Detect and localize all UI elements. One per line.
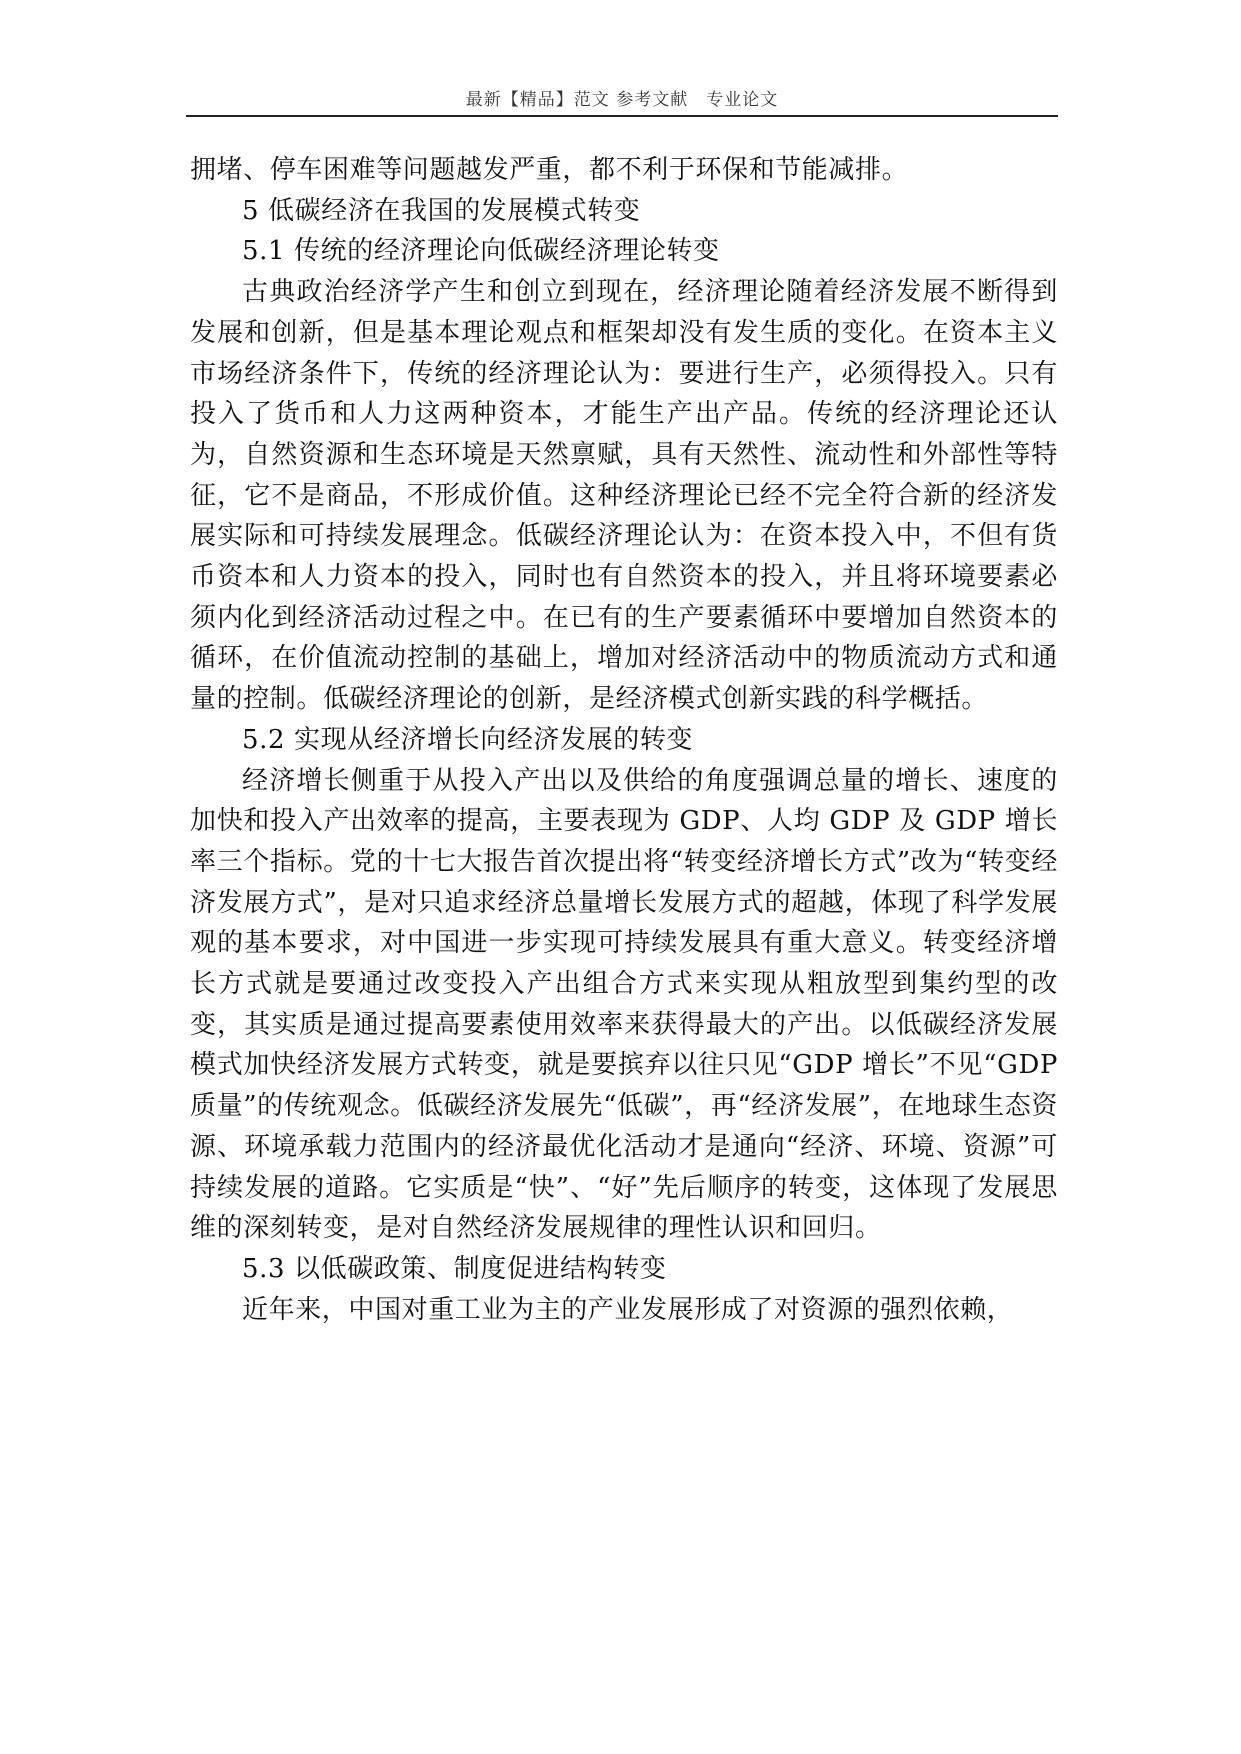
running-header: 最新【精品】范文 参考文献 专业论文 (465, 90, 779, 110)
header-divider (186, 115, 1058, 117)
subsection-heading-5-2: 5.2 实现从经济增长向经济发展的转变 (242, 724, 694, 755)
body-paragraph: 近年来，中国对重工业为主的产业发展形成了对资源的强烈依赖， (242, 1294, 1014, 1325)
body-paragraph: 古典政治经济学产生和创立到现在，经济理论随着经济发展不断得到发展和创新，但是基本理论观点和框架却没有发生质的变化。在资本主义市场经济条件下，传统的经济理论认为：要进行生产，必须得投入。只有投入了货币和人力这两种资本，才能生产出产品。传统的经济理论还认为，自然资源和生态环境是天然禀赋，具有天然性、流动性和外部性等特征，它不是商品，不形成价值。这种经济理论已经不完全符合新的经济发展实际和可持续发展理念。低碳经济理论认为：在资本投入中，不但有货币资本和人力资本的投入，同时也有自然资本的投入，并且将环境要素必须内化到经济活动过程之中。在已有的生产要素循环中要增加自然资本的循环，在价值流动控制的基础上，增加对经济活动中的物质流动方式和通量的控制。低碳经济理论的创新，是经济模式创新实践的科学概括。 (190, 277, 1058, 715)
document-body (190, 150, 1058, 1330)
subsection-heading-5-1: 5.1 传统的经济理论向低碳经济理论转变 (242, 236, 720, 267)
paragraph-continuation: 拥堵、停车困难等问题越发严重，都不利于环保和节能减排。 (190, 155, 909, 185)
section-heading-5: 5 低碳经济在我国的发展模式转变 (242, 195, 641, 226)
subsection-heading-5-3: 5.3 以低碳政策、制度促进结构转变 (242, 1253, 667, 1284)
body-paragraph: 经济增长侧重于从投入产出以及供给的角度强调总量的增长、速度的加快和投入产出效率的提高，主要表现为 GDP、人均 GDP 及 GDP 增长率三个指标。党的十七大报告首次提出将“转变经济增长方式”改为“转变经济发展方式”，是对只追求经济总量增长发展方式的超越，体现了科学发展观的基本要求，对中国进一步实现可持续发展具有重大意义。转变经济增长方式就是要通过改变投入产出组合方式来实现从粗放型到集约型的改变，其实质是通过提高要素使用效率来获得最大的产出。以低碳经济发展模式加快经济发展方式转变，就是要摈弃以往只见“GDP 增长”不见“GDP 质量”的传统观念。低碳经济发展先“低碳”，再“经济发展”，在地球生态资源、环境承载力范围内的经济最优化活动才是通向“经济、环境、资源”可持续发展的道路。它实质是“快”、“好”先后顺序的转变，这体现了发展思维的深刻转变，是对自然经济发展规律的理性认识和回归。 (190, 765, 1058, 1244)
